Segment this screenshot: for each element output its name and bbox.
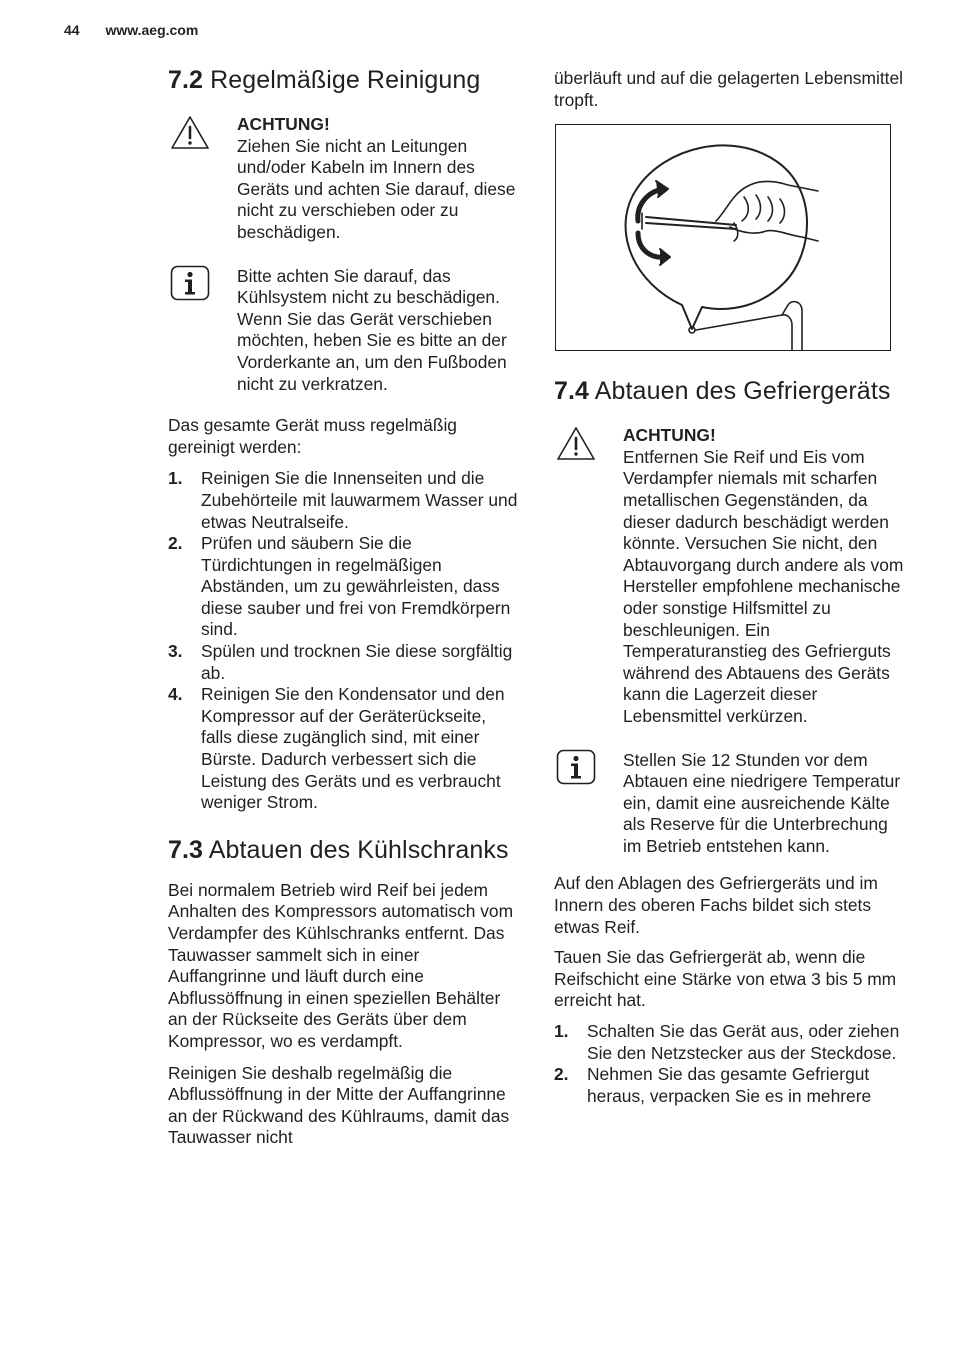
paragraph: Bei normalem Betrieb wird Reif bei jedem Anhalten des Kompressors automatisch vom Verdampfer des Kühlschranks entfernt. Das Tauwasser sammelt sich in einer Auffangrinne und läuft durch eine Abflussöffnung in einen speziellen Behälter an der Rückseite des Geräts über dem Kompressor, wo es verdampft. — [168, 879, 514, 1051]
info-text: Bitte achten Sie darauf, das Kühlsystem nicht zu beschädigen. — [237, 265, 500, 308]
section-7-4-heading — [554, 375, 906, 407]
info-note — [168, 266, 520, 396]
drain-cleaning-illustration — [555, 124, 891, 351]
list-item: 2. Prüfen und säubern Sie die Türdichtungen in regelmäßigen Abständen, um zu gewährleisten, dass diese sauber und frei von Fremdkörpern sind. — [168, 533, 511, 640]
left-column — [168, 64, 520, 1149]
list-item: 3. Spülen und trocknen Sie diese sorgfältig ab. — [168, 641, 513, 683]
warning-label: ACHTUNG! — [623, 425, 716, 446]
list-item: 4. Reinigen Sie den Kondensator und den Kompressor auf der Geräterückseite, falls diese zugänglich sind, mit einer Bürste. Dadurch verbessert sich die Leistung des Geräts und es verbraucht weniger Strom. — [168, 684, 505, 813]
warning-triangle-icon — [556, 426, 596, 462]
page-header — [64, 22, 198, 38]
section-number: 7.3 — [168, 835, 204, 864]
list-item: 1. Reinigen Sie die Innenseiten und die Zubehörteile mit lauwarmem Wasser und etwas Neutralseife. — [168, 468, 518, 532]
section-number: 7.4 — [554, 377, 590, 406]
info-text: Stellen Sie 12 Stunden vor dem Abtauen eine niedrigere Temperatur ein, damit eine ausreichende Kälte als Reserve für die Unterbrechung im Betrieb entstehen kann. — [623, 749, 901, 856]
section-7-3-heading — [168, 834, 520, 866]
info-icon — [170, 265, 210, 301]
warning-note — [554, 425, 906, 727]
list-item: 1. Schalten Sie das Gerät aus, oder ziehen Sie den Netzstecker aus der Steckdose. — [554, 1021, 900, 1063]
section-title: Abtauen des Kühlschranks — [208, 835, 509, 864]
website-link[interactable]: www.aeg.com — [105, 22, 199, 38]
intro-paragraph: Das gesamte Gerät muss regelmäßig gereinigt werden: — [168, 415, 457, 457]
defrost-steps — [554, 1021, 906, 1107]
cleaning-steps — [168, 468, 520, 814]
section-number: 7.2 — [168, 66, 204, 94]
warning-triangle-icon — [170, 115, 210, 151]
section-7-2-heading — [168, 64, 520, 96]
warning-text: Entfernen Sie Reif und Eis vom Verdampfer niemals mit scharfen metallischen Gegenständen, da dieser dadurch beschädigt werden könnte. Versuchen Sie nicht, den Abtauvorgang durch andere als vom Hersteller empfohlene mechanische oder sonstige Hilfsmittel zu beschleunigen. Ein Temperaturanstieg des Gefrierguts während des Abtauens des Geräts kann die Lagerzeit dieser Lebensmittel verkürzen. — [623, 446, 904, 726]
paragraph-continued: überläuft und auf die gelagerten Lebensmittel tropft. — [554, 68, 904, 110]
paragraph: Reinigen Sie deshalb regelmäßig die Abflussöffnung in der Mitte der Auffangrinne an der Rückwand des Kühlraums, damit das Tauwasser nicht — [168, 1062, 510, 1148]
right-column — [554, 68, 906, 1107]
warning-note — [168, 114, 520, 244]
warning-label: ACHTUNG! — [237, 114, 330, 134]
paragraph: Tauen Sie das Gefriergerät ab, wenn die Reifschicht eine Stärke von etwa 3 bis 5 mm erreicht hat. — [554, 947, 897, 1011]
warning-text: Ziehen Sie nicht an Leitungen und/oder Kabeln im Innern des Geräts und achten Sie darauf, diese nicht zu verschieben oder zu beschädigen. — [237, 135, 516, 242]
info-note — [554, 750, 906, 858]
paragraph: Auf den Ablagen des Gefriergeräts und im Innern des oberen Fachs bildet sich stets etwas Reif. — [554, 873, 878, 937]
info-text-2: Wenn Sie das Gerät verschieben möchten, heben Sie es bitte an der Vorderkante an, um den Fußboden nicht zu verkratzen. — [237, 308, 507, 394]
info-icon — [556, 749, 596, 785]
list-item: 2. Nehmen Sie das gesamte Gefriergut heraus, verpacken Sie es in mehrere — [554, 1064, 872, 1106]
section-title: Abtauen des Gefriergeräts — [594, 377, 891, 406]
section-title: Regelmäßige Reinigung — [210, 66, 481, 94]
page-number: 44 — [64, 22, 80, 38]
